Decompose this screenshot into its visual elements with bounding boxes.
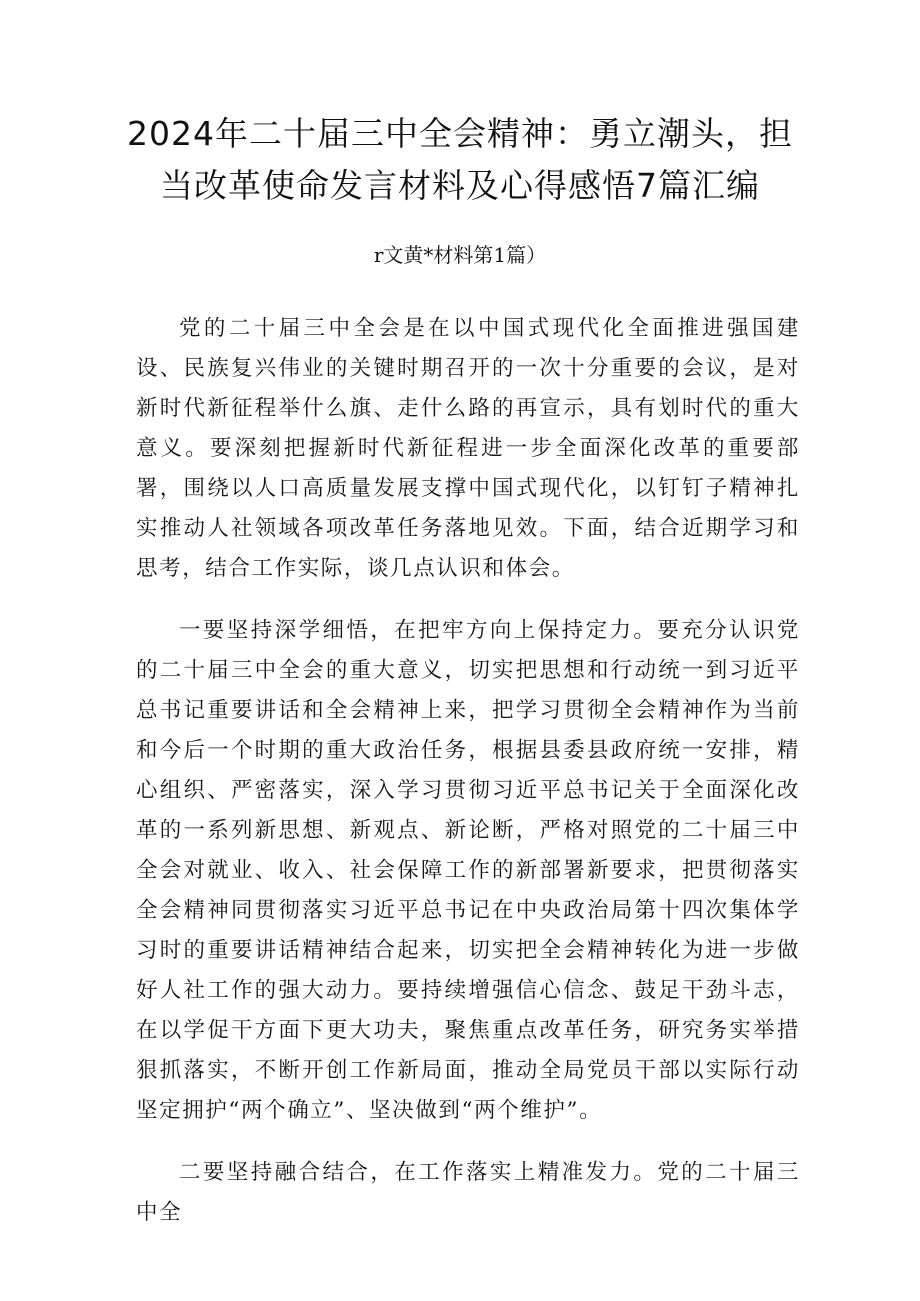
paragraph-intro: 党的二十届三中全会是在以中国式现代化全面推进强国建设、民族复兴伟业的关键时期召开的一次十分重要的会议，是对新时代新征程举什么旗、走什么路的再宣示，具有划时代的重大意义。要深刻把握新时代新征程进一步全面深化改革的重要部署，围绕以人口高质量发展支撑中国式现代化，以钉钉子精神扎实推动人社领域各项改革任务落地见效。下面，结合近期学习和思考，结合工作实际，谈几点认识和体会。	[136, 316, 800, 581]
paragraph-point-two: 二要坚持融合结合，在工作落实上精准发力。党的二十届三中全	[136, 1160, 800, 1225]
section-heading: r文黄*材料第1篇）	[373, 243, 547, 267]
paragraph-point-one: 一要坚持深学细悟，在把牢方向上保持定力。要充分认识党的二十届三中全会的重大意义，切实把思想和行动统一到习近平总书记重要讲话和全会精神上来，把学习贯彻全会精神作为当前和今后一个时期的重大政治任务，根据县委县政府统一安排，精心组织、严密落实，深入学习贯彻习近平总书记关于全面深化改革的一系列新思想、新观点、新论断，严格对照党的二十届三中全会对就业、收入、社会保障工作的新部署新要求，把贯彻落实全会精神同贯彻落实习近平总书记在中央政治局第十四次集体学习时的重要讲话精神结合起来，切实把全会精神转化为进一步做好人社工作的强大动力。要持续增强信心信念、鼓足干劲斗志，在以学促干方面下更大功夫，聚焦重点改革任务，研究务实举措狠抓落实，不断开创工作新局面，推动全局党员干部以实际行动坚定拥护“两个确立”、坚决做到“两个维护”。	[136, 618, 800, 1123]
document-title	[100, 108, 820, 212]
document-title-line-1: 2024年二十届三中全会精神：勇立潮头，担	[127, 114, 793, 153]
document-body	[136, 309, 800, 1233]
document-title-line-2: 当改革使命发言材料及心得感悟7篇汇编	[160, 166, 760, 205]
